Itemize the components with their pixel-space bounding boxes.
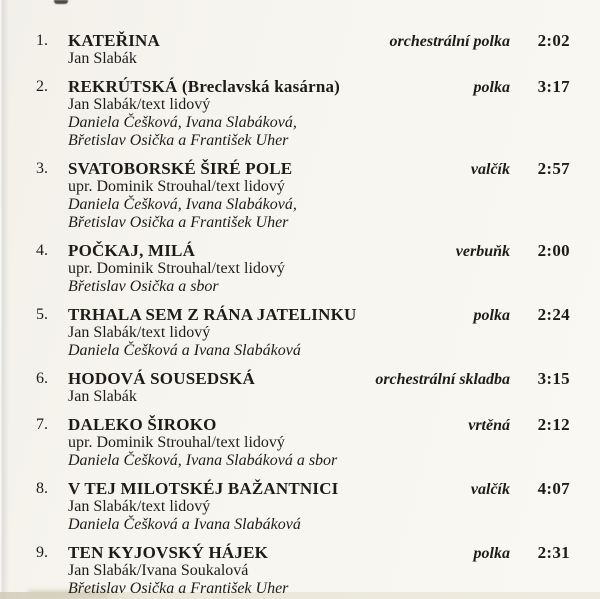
track-credit: Jan Slabák/text lidový — [68, 498, 211, 515]
track-duration: 2:57 — [537, 159, 570, 178]
track-genre: orchestrální skladba — [375, 371, 510, 388]
track-title: SVATOBORSKÉ ŠIRÉ POLE — [68, 159, 293, 178]
track-title-line — [68, 241, 570, 260]
track-body — [68, 31, 570, 68]
track-credit: Daniela Češková, Ivana Slabáková, — [68, 114, 297, 131]
track-duration: 2:12 — [537, 415, 570, 434]
track-number: 6. — [36, 370, 48, 387]
track-row-1 — [36, 31, 570, 68]
track-duration: 3:17 — [537, 77, 570, 96]
track-row-7 — [36, 415, 570, 470]
track-title: REKRÚTSKÁ (Breclavská kasárna) — [68, 77, 341, 96]
track-credit: Jan Slabák/Ivana Soukalová — [68, 562, 249, 579]
track-duration: 2:00 — [537, 241, 570, 260]
track-title: KATEŘINA — [68, 31, 160, 50]
track-body — [68, 543, 570, 598]
track-title-line — [68, 543, 570, 562]
track-row-9 — [36, 543, 570, 598]
track-credit: Jan Slabák/text lidový — [68, 324, 211, 341]
track-title: DALEKO ŠIROKO — [68, 415, 217, 434]
track-title: V TEJ MILOTSKÉJ BAŽANTNICI — [68, 479, 339, 498]
track-credit: upr. Dominik Strouhal/text lidový — [68, 434, 285, 451]
track-title: TEN KYJOVSKÝ HÁJEK — [68, 543, 269, 562]
track-body — [68, 77, 570, 150]
track-genre: polka — [473, 307, 510, 324]
track-row-5 — [36, 305, 570, 360]
track-title-line — [68, 369, 570, 388]
track-title: HODOVÁ SOUSEDSKÁ — [68, 369, 255, 388]
track-number: 2. — [36, 78, 48, 95]
track-credit: Jan Slabák — [68, 50, 137, 67]
track-genre: orchestrální polka — [389, 33, 510, 50]
track-duration: 2:24 — [537, 305, 570, 324]
track-body — [68, 369, 570, 406]
track-credit: upr. Dominik Strouhal/text lidový — [68, 260, 285, 277]
track-credit: upr. Dominik Strouhal/text lidový — [68, 178, 285, 195]
track-title-line — [68, 479, 570, 498]
track-title-line — [68, 159, 570, 178]
track-number: 3. — [36, 160, 48, 177]
track-body — [68, 415, 570, 470]
track-credit: Břetislav Osička a František Uher — [68, 214, 289, 231]
track-title-line — [68, 31, 570, 50]
track-genre: verbuňk — [455, 243, 510, 260]
track-duration: 2:02 — [537, 31, 570, 50]
track-genre: polka — [473, 79, 510, 96]
track-credit: Jan Slabák — [68, 388, 137, 405]
track-genre: valčík — [470, 161, 510, 178]
track-title-line — [68, 77, 570, 96]
track-title-line — [68, 305, 570, 324]
track-number: 1. — [36, 32, 48, 49]
track-body — [68, 241, 570, 296]
track-body — [68, 479, 570, 534]
track-row-4 — [36, 241, 570, 296]
track-genre: valčík — [470, 481, 510, 498]
track-number: 8. — [36, 480, 48, 497]
track-number: 4. — [36, 242, 48, 259]
track-credit: Daniela Češková a Ivana Slabáková — [68, 516, 301, 533]
track-credit: Daniela Češková, Ivana Slabáková, — [68, 196, 297, 213]
track-duration: 2:31 — [537, 543, 570, 562]
track-title: POČKAJ, MILÁ — [68, 241, 196, 260]
track-credit: Břetislav Osička a František Uher — [68, 132, 289, 149]
track-number: 9. — [36, 544, 48, 561]
track-credit: Břetislav Osička a sbor — [68, 278, 219, 295]
track-body — [68, 159, 570, 232]
track-title-line — [68, 415, 570, 434]
track-duration: 3:15 — [537, 369, 570, 388]
track-credit: Daniela Češková a Ivana Slabáková — [68, 342, 301, 359]
track-body — [68, 305, 570, 360]
track-title: TRHALA SEM Z RÁNA JATELINKU — [68, 305, 357, 324]
track-credit: Jan Slabák/text lidový — [68, 96, 211, 113]
track-genre: vrtěná — [468, 417, 510, 434]
track-duration: 4:07 — [537, 479, 570, 498]
track-credit: Daniela Češková, Ivana Slabáková a sbor — [68, 452, 338, 469]
track-credit: Břetislav Osička a František Uher — [68, 580, 289, 597]
track-row-6 — [36, 369, 570, 406]
track-row-3 — [36, 159, 570, 232]
track-row-2 — [36, 77, 570, 150]
track-number: 5. — [36, 306, 48, 323]
track-number: 7. — [36, 416, 48, 433]
track-genre: polka — [473, 545, 510, 562]
track-row-8 — [36, 479, 570, 534]
